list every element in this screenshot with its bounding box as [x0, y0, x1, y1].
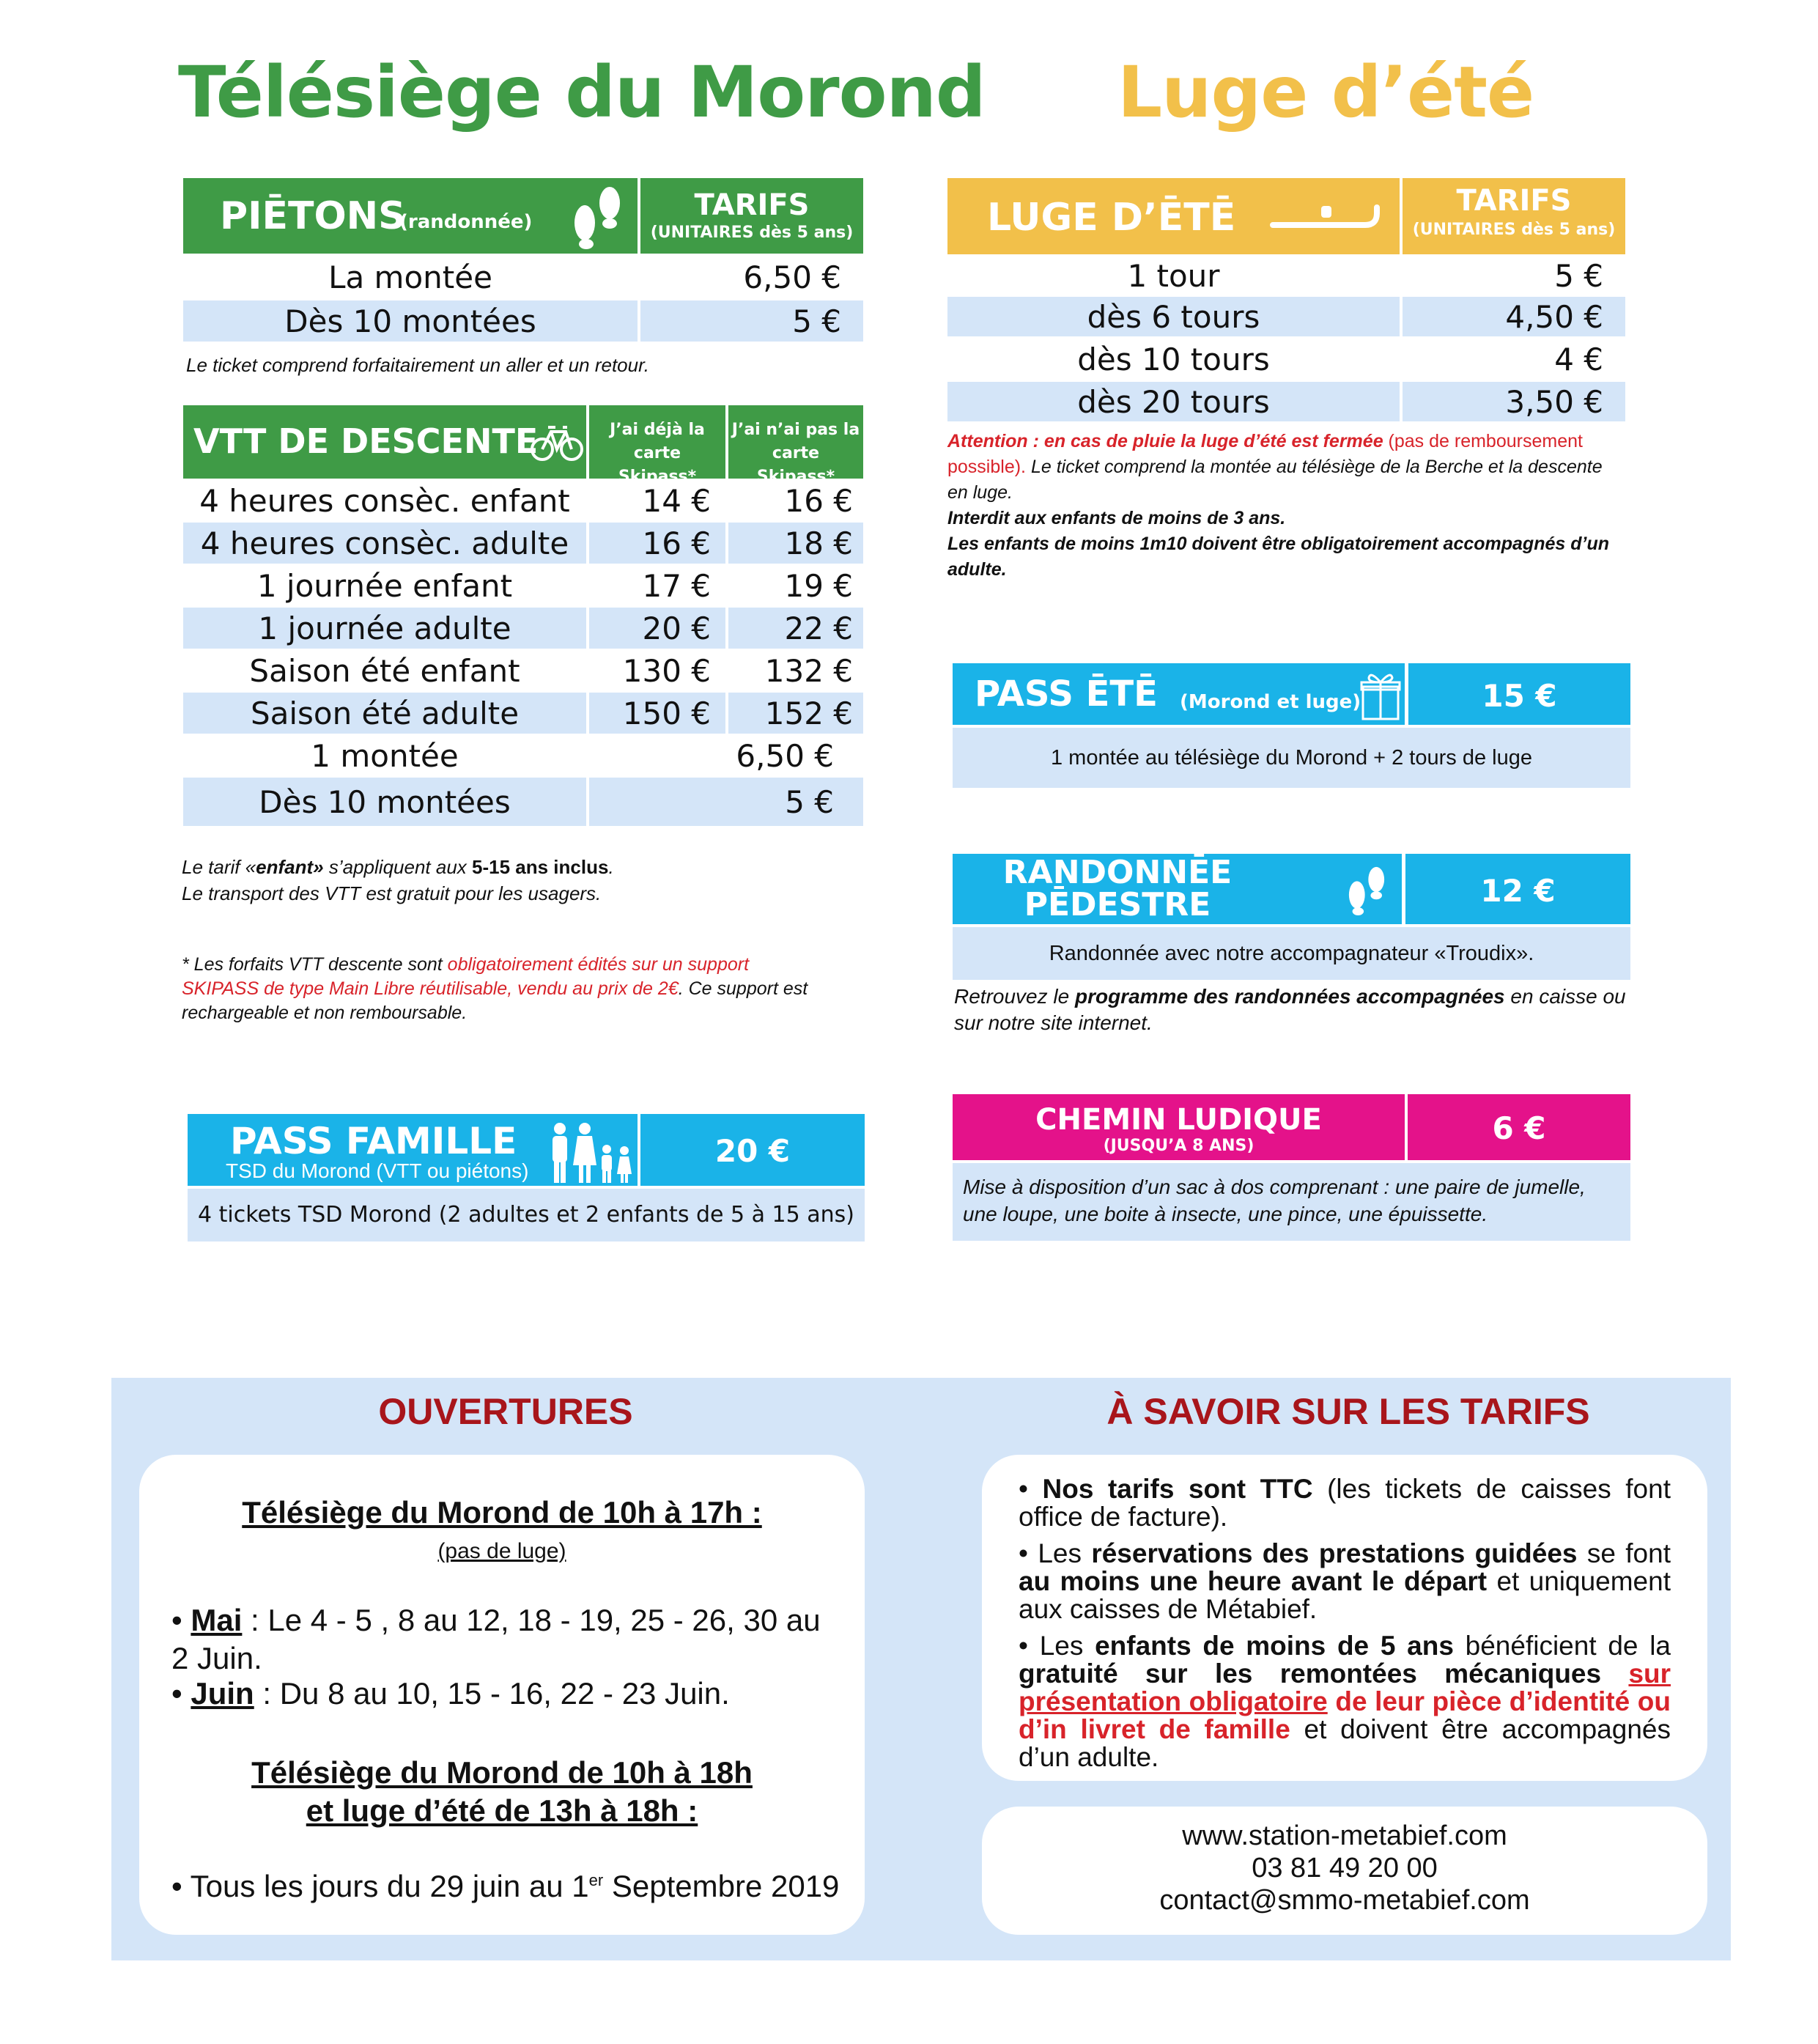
- row-label: 1 journée adulte: [258, 610, 511, 646]
- p3-text: et doivent être accompagnés d’un adulte.: [1019, 1714, 1671, 1772]
- table-row: [183, 565, 863, 606]
- table-row: [947, 339, 1625, 379]
- pass-famille-price: 20 €: [714, 1133, 791, 1169]
- pass-ete-price: 15 €: [1482, 678, 1557, 714]
- row-price: 6,50 €: [638, 257, 863, 298]
- p2-text: et uniquement aux caisses de Métabief.: [1019, 1566, 1671, 1624]
- pass-famille-header: [188, 1114, 638, 1186]
- p2-text: Les: [1038, 1538, 1092, 1568]
- pietons-note: Le ticket comprend forfaitairement un aller et un retour.: [186, 354, 650, 376]
- luge-tarifs-header: [1403, 178, 1625, 254]
- table-row: [183, 480, 863, 521]
- row-price-a: 14 €: [586, 480, 725, 521]
- rando-price: 12 €: [1480, 873, 1556, 909]
- pass-famille-desc: 4 tickets TSD Morond (2 adultes et 2 enfants de 5 à 15 ans): [188, 1189, 865, 1241]
- vtt-title: VTT DE DESCENTE: [193, 421, 539, 461]
- table-row: [183, 650, 863, 691]
- row-price-a: 17 €: [586, 565, 725, 606]
- vtt-note: [182, 854, 863, 907]
- savoir-panel: [982, 1455, 1707, 1781]
- luge-header: [947, 178, 1400, 254]
- ouvertures-title: OUVERTURES: [378, 1391, 633, 1432]
- p3-text: Les: [1039, 1631, 1095, 1661]
- chemin-desc: Mise à disposition d’un sac à dos comprenant : une paire de jumelle, une loupe, une boite à insecte, une pince, une épuissette.: [953, 1163, 1630, 1241]
- row-label: Dès 10 montées: [284, 303, 536, 339]
- ouvertures-all: [171, 1862, 846, 1905]
- vtt-header: [183, 405, 586, 479]
- rando-note: [954, 984, 1636, 1036]
- luge-warning: [947, 429, 1625, 583]
- chemin-title: CHEMIN LUDIQUE: [1035, 1103, 1322, 1137]
- pietons-title: PIĒTONS: [220, 194, 406, 238]
- luge-tarifs-sub: (UNITAIRES dès 5 ans): [1412, 221, 1616, 239]
- pass-ete-subtitle: (Morond et luge): [1180, 691, 1361, 713]
- rando-title1: RANDONNĒE: [1002, 854, 1233, 891]
- bicycle-icon: [531, 421, 583, 462]
- vtt-col1-label: J’ai déjà la carte Skipass*: [610, 421, 705, 486]
- note-bold: programme des randonnées accompagnées: [1074, 985, 1505, 1008]
- row-label: 1 tour: [1127, 257, 1220, 294]
- left-title: Télésiège du Morond: [178, 51, 986, 133]
- row-price-b: 132 €: [725, 650, 863, 691]
- phone-number[interactable]: 03 81 49 20 00: [1252, 1853, 1438, 1883]
- row-label: La montée: [328, 259, 492, 295]
- p3-bold: gratuité sur les remontées mécaniques: [1019, 1659, 1602, 1689]
- p2-bold: réservations des prestations guidées: [1091, 1538, 1578, 1568]
- row-label: dès 6 tours: [1087, 298, 1260, 335]
- row-price: 5 €: [586, 778, 863, 826]
- p1-bold: Nos tarifs sont TTC: [1042, 1474, 1313, 1504]
- pass-ete-price-box: [1408, 663, 1630, 725]
- pietons-subtitle: (randonnée): [399, 211, 533, 233]
- ouvertures-heading-1-sub: (pas de luge): [437, 1539, 566, 1563]
- row-price: 5 €: [1400, 256, 1625, 295]
- pass-ete-title: PASS ĒTĒ: [975, 674, 1158, 715]
- rando-price-box: [1405, 854, 1630, 924]
- row-price-a: 150 €: [586, 693, 725, 734]
- footprints-icon: [564, 182, 630, 250]
- ouvertures-heading-1: Télésiège du Morond de 10h à 17h :: [242, 1495, 762, 1530]
- pass-famille-title: PASS FAMILLE: [230, 1120, 517, 1162]
- row-price-b: 22 €: [725, 608, 863, 649]
- vtt-col2-header: [728, 405, 863, 486]
- pietons-tarifs-header: [640, 178, 863, 254]
- pietons-tarifs-sub: (UNITAIRES dès 5 ans): [650, 224, 854, 242]
- pass-famille-price-box: [640, 1114, 865, 1186]
- table-row: [183, 300, 863, 342]
- chemin-price: 6 €: [1492, 1110, 1546, 1146]
- row-price-b: 19 €: [725, 565, 863, 606]
- table-row: [183, 257, 863, 298]
- warning-bold: Attention : en cas de pluie la luge d’été est fermée: [947, 431, 1383, 451]
- savoir-p3: [1019, 1632, 1671, 1771]
- note-text: * Les forfaits VTT descente sont: [182, 954, 448, 975]
- note-text: Le transport des VTT est gratuit pour les usagers.: [182, 882, 602, 904]
- email-link[interactable]: contact@smmo-metabief.com: [1159, 1885, 1530, 1916]
- ouvertures-heading-2a: Télésiège du Morond de 10h à 18h: [251, 1755, 753, 1790]
- savoir-p2: [1019, 1540, 1671, 1623]
- mai-text: : Le 4 - 5 , 8 au 12, 18 - 19, 25 - 26, 30 au 2 Juin.: [171, 1603, 821, 1675]
- rando-title2: PĒDESTRE: [1024, 886, 1211, 923]
- row-label: 4 heures consèc. adulte: [200, 525, 569, 561]
- bullet: •: [1019, 1538, 1038, 1568]
- row-price-a: 20 €: [586, 608, 725, 649]
- luge-tarifs-label: TARIFS: [1456, 184, 1572, 218]
- bullet: •: [1019, 1474, 1043, 1504]
- pietons-header: [183, 178, 638, 254]
- rando-header: [953, 854, 1402, 924]
- row-price: 4 €: [1400, 339, 1625, 379]
- table-row: [183, 778, 863, 826]
- warning-bold: Les enfants de moins 1m10 doivent être obligatoirement accompagnés d’un adulte.: [947, 534, 1609, 580]
- p1-text: (les tickets de caisses font office de facture).: [1019, 1474, 1671, 1532]
- row-price: 5 €: [638, 300, 863, 342]
- p3-bold: enfants de moins de 5 ans: [1095, 1631, 1454, 1661]
- table-row: [947, 297, 1625, 336]
- bullet: •: [171, 1603, 191, 1637]
- p3-text: [1601, 1659, 1628, 1689]
- luge-title: LUGE D’ĒTĒ: [987, 196, 1236, 240]
- row-price-b: 18 €: [725, 523, 863, 564]
- mai-label: Mai: [191, 1603, 243, 1637]
- row-label: dès 10 tours: [1077, 341, 1270, 377]
- chemin-header: [953, 1094, 1405, 1160]
- ouvertures-juin: [171, 1675, 846, 1713]
- note-bold: 5-15 ans inclus: [472, 856, 609, 878]
- note-text: s’appliquent aux: [323, 856, 473, 878]
- note-text: Retrouvez le: [954, 985, 1075, 1008]
- row-price-b: 16 €: [725, 480, 863, 521]
- row-label: 4 heures consèc. enfant: [199, 482, 570, 519]
- row-price: 6,50 €: [736, 737, 834, 774]
- vtt-col1-header: [589, 405, 725, 486]
- p2-text: se font: [1577, 1538, 1671, 1568]
- vtt-col2-label: J’ai n’ai pas la carte Skipass*: [731, 421, 860, 486]
- table-row: [183, 608, 863, 649]
- all-text-2: Septembre 2019: [603, 1869, 840, 1903]
- bullet: •: [1019, 1631, 1040, 1661]
- rando-desc: Randonnée avec notre accompagnateur «Troudix».: [953, 927, 1630, 980]
- table-row: [183, 735, 863, 776]
- p3-red: de leur pièce d’identité ou d’in livret de famille: [1019, 1686, 1671, 1744]
- pietons-tarifs-label: TARIFS: [694, 188, 810, 222]
- row-label: 1 journée enfant: [256, 567, 513, 604]
- chemin-price-box: [1408, 1094, 1630, 1160]
- note-text: en caisse ou sur notre site internet.: [954, 985, 1626, 1034]
- footprints-icon: [1341, 857, 1392, 923]
- note-text: .: [608, 856, 614, 878]
- table-row: [183, 693, 863, 734]
- bullet: •: [171, 1676, 191, 1711]
- p3-text: bénéficient de la: [1453, 1631, 1671, 1661]
- pass-ete-header: [953, 663, 1405, 725]
- row-label: dès 20 tours: [1077, 383, 1270, 420]
- pass-famille-subtitle: TSD du Morond (VTT ou piétons): [226, 1159, 529, 1182]
- row-price-b: 152 €: [725, 693, 863, 734]
- row-label: Dès 10 montées: [259, 783, 511, 820]
- right-title: Luge d’été: [1117, 51, 1534, 133]
- note-bold: enfant»: [256, 856, 324, 878]
- warning-bold: Interdit aux enfants de moins de 3 ans.: [947, 508, 1286, 528]
- row-price: 3,50 €: [1400, 382, 1625, 421]
- website-link[interactable]: www.station-metabief.com: [1182, 1820, 1507, 1851]
- all-text: • Tous les jours du 29 juin au 1: [171, 1869, 589, 1903]
- pass-ete-desc: 1 montée au télésiège du Morond + 2 tours de luge: [953, 728, 1630, 788]
- note-text: . Ce support est rechargeable et non remboursable.: [182, 978, 808, 1023]
- all-sup: er: [588, 1871, 604, 1889]
- contact-panel: [982, 1807, 1707, 1935]
- row-price-a: 16 €: [586, 523, 725, 564]
- sled-icon: [1270, 200, 1380, 237]
- ouvertures-panel: [139, 1455, 865, 1935]
- row-label: Saison été adulte: [250, 695, 520, 731]
- table-row: [947, 256, 1625, 295]
- row-label: 1 montée: [311, 737, 459, 774]
- note-red: obligatoirement édités sur un support SKIPASS de type Main Libre réutilisable, vendu au prix de 2€: [182, 954, 750, 999]
- savoir-p1: [1019, 1475, 1671, 1531]
- row-price-a: 130 €: [586, 650, 725, 691]
- warning-text: Le ticket comprend la montée au télésiège de la Berche et la descente en luge.: [947, 457, 1603, 503]
- vtt-footnote: [182, 953, 827, 1025]
- table-row: [183, 523, 863, 564]
- warning-red: (pas de remboursement possible).: [947, 431, 1583, 477]
- ouvertures-mai: [171, 1601, 846, 1678]
- ouvertures-heading-2b: et luge d’été de 13h à 18h :: [306, 1793, 698, 1828]
- p2-bold: au moins une heure avant le départ: [1019, 1566, 1488, 1596]
- juin-label: Juin: [191, 1676, 254, 1711]
- gift-icon: [1360, 669, 1401, 720]
- table-row: [947, 382, 1625, 421]
- row-price: 4,50 €: [1400, 297, 1625, 336]
- note-text: Le tarif «: [182, 856, 256, 878]
- juin-text: : Du 8 au 10, 15 - 16, 22 - 23 Juin.: [254, 1676, 730, 1711]
- savoir-title: À SAVOIR SUR LES TARIFS: [1106, 1391, 1590, 1432]
- row-label: Saison été enfant: [249, 652, 520, 689]
- p3-red-underline: sur présentation obligatoire: [1019, 1659, 1671, 1716]
- family-icon: [545, 1121, 633, 1184]
- chemin-subtitle: (JUSQU’A 8 ANS): [1103, 1137, 1255, 1155]
